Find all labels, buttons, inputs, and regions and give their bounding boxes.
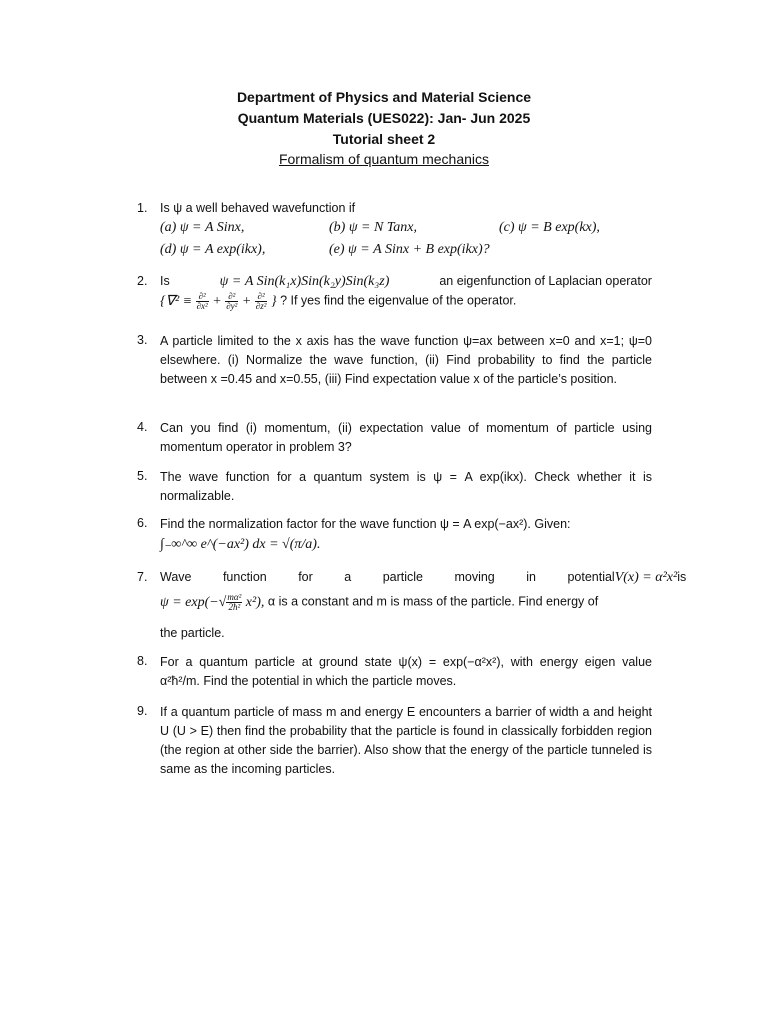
header-course: Quantum Materials (UES022): Jan- Jun 2025 (237, 110, 531, 126)
question-text: Wave function for a particle moving in potential (160, 570, 615, 584)
question-number: 4. (137, 420, 148, 434)
partial-z-fraction: $\frac{\text{∂²}}{\text{∂z²}}$ (255, 291, 267, 311)
question-text: Can you find (i) momentum, (ii) expectation value of momentum of particle using momentum operator in problem 3? (160, 421, 652, 454)
question-text: an eigenfunction of Laplacian operator (439, 274, 652, 288)
question-text: Is ψ a well behaved wavefunction if (160, 201, 356, 215)
laplacian-operator: {∇² ≡ $\frac{\text{∂²}}{\text{∂x²}}$ + $\frac{\text{∂²}}{\text{∂y²}}$ + $\frac{\text{∂²}}{\text{∂z²}}$ } (160, 291, 277, 311)
question-number: 7. (137, 570, 148, 584)
question-text: α is a constant and m is mass of the particle. Find energy of (267, 594, 599, 609)
question-line-2 (160, 593, 598, 612)
question-number: 6. (137, 516, 148, 530)
header-sheet: Tutorial sheet 2 (332, 131, 436, 147)
question-line-2 (160, 292, 516, 311)
question-number: 9. (137, 704, 148, 718)
header-topic: Formalism of quantum mechanics (278, 151, 490, 167)
question-text: The wave function for a quantum system is ψ = A exp(ikx). Check whether it is normalizable. (160, 470, 652, 503)
question-line-1 (160, 274, 652, 290)
question-number: 1. (137, 201, 148, 215)
question-number: 2. (137, 274, 148, 288)
option-a: (a) ψ = A Sinx, (160, 220, 245, 235)
question-number: 8. (137, 654, 148, 668)
question-number: 5. (137, 469, 148, 483)
option-b: (b) ψ = N Tanx, (329, 220, 418, 235)
option-d: (d) ψ = A exp(ikx), (160, 242, 266, 257)
mass-fraction: $\frac{\text{mα²}}{\text{2ħ²}}$ (227, 592, 242, 612)
wavefunction-expression: ψ = exp(−√ $\frac{\text{mα²}}{\text{2ħ²}}$ x²), (160, 592, 265, 612)
given-integral: ∫₋∞^∞ e^(−ax²) dx = √(π/a). (160, 537, 321, 552)
question-text: ? If yes find the eigenvalue of the operator. (280, 293, 517, 308)
question-text: For a quantum particle at ground state ψ(x) = exp(−α²x²), with energy eigen value α²ħ²/m. Find the potential in which the particle moves. (160, 655, 652, 688)
partial-y-fraction: $\frac{\text{∂²}}{\text{∂y²}}$ (226, 291, 238, 311)
question-line-3: the particle. (160, 626, 225, 640)
option-c: (c) ψ = B exp(kx), (499, 220, 600, 235)
question-text: If a quantum particle of mass m and energy E encounters a barrier of width a and height U (U > E) then find the probability that the particle is found in classically forbidden region (the region at other side the barrier). Also show that the energy of the particle tunneled is same as the incoming particles. (160, 705, 652, 776)
partial-x-fraction: $\frac{\text{∂²}}{\text{∂x²}}$ (196, 291, 208, 311)
potential-expression: V(x) = α²x² (614, 570, 678, 585)
question-text: A particle limited to the x axis has the wave function ψ=ax between x=0 and x=1; ψ=0 elsewhere. (i) Normalize the wave function, (ii) Find probability to find the particle between x =0.45 and x=0.55, (iii) Find expectation value x of the particle’s position. (160, 334, 652, 386)
header-department: Department of Physics and Material Science (236, 89, 532, 105)
option-e: (e) ψ = A Sinx + B exp(ikx)? (329, 242, 490, 257)
question-line-1 (160, 570, 687, 586)
question-text: is (677, 570, 687, 584)
wavefunction-expression: ψ = A Sin(k₁x)Sin(k₂y)Sin(k₃z) (219, 274, 390, 289)
question-number: 3. (137, 333, 148, 347)
question-text: Is (160, 274, 170, 288)
question-text: Find the normalization factor for the wave function ψ = A exp(−ax²). Given: (160, 517, 571, 531)
